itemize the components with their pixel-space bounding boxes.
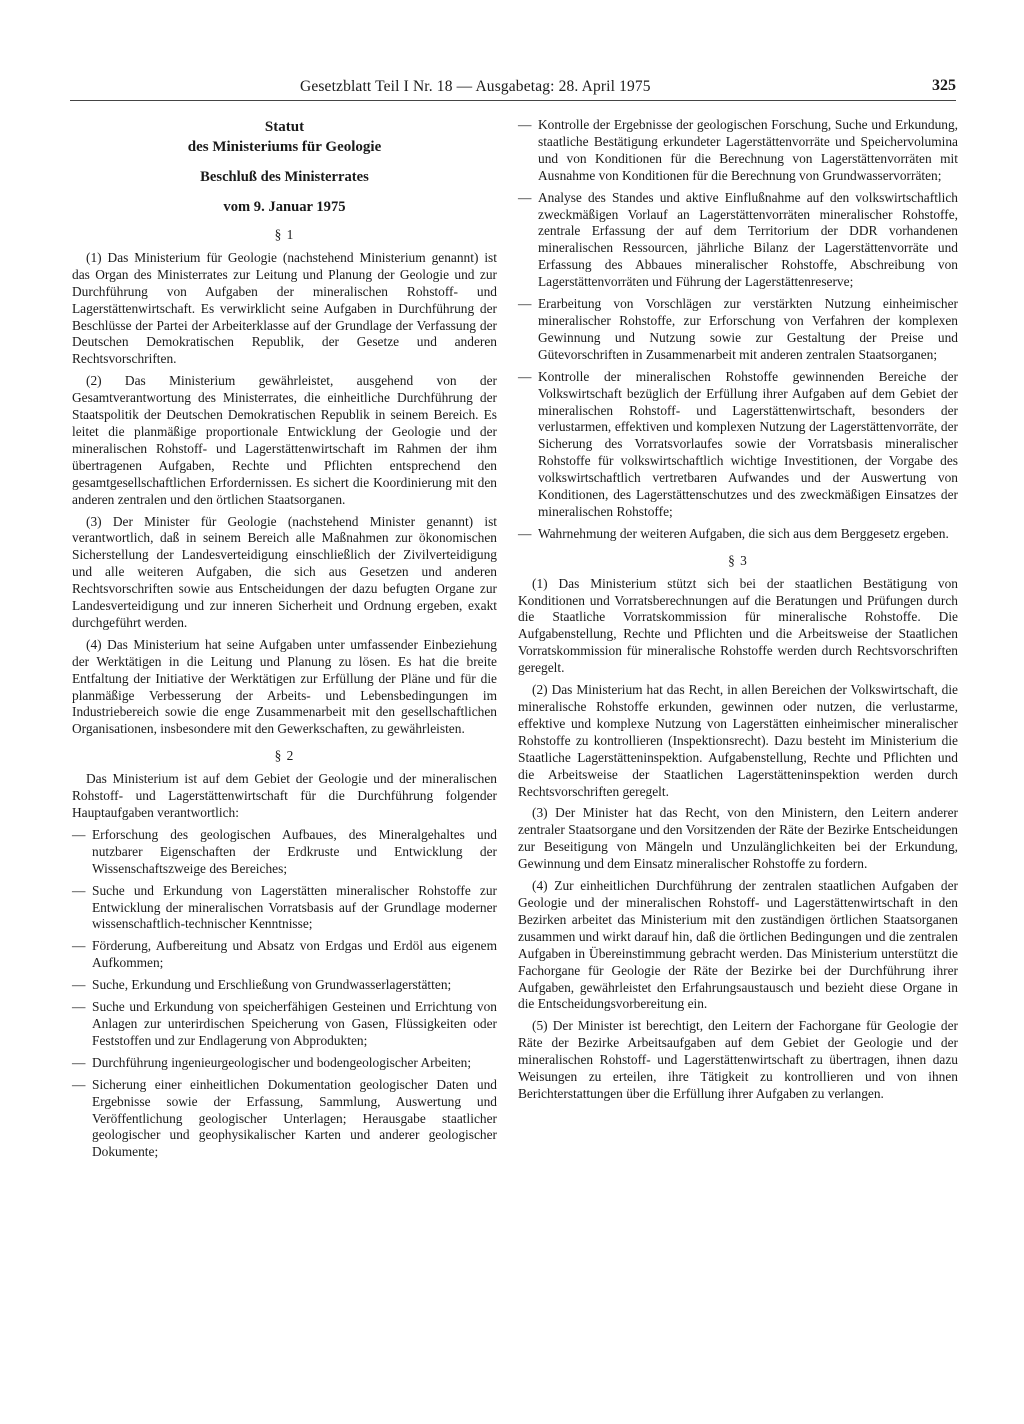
section-3-paragraph: (5) Der Minister ist berechtigt, den Leitern der Fachorgane für Geologie der Räte der Bezirke Arbeitsaufgaben auf dem Gebiet der Geologie und der mineralischen Rohstoff- und Lagerstättenwirtschaft zu übertragen, ihnen dazu Weisungen zu erteilen, ihre Tätigkeit zu kontrollieren und von ihnen Berichterstattungen über die Erfüllung ihrer Aufgaben zu verlangen. <box>518 1018 958 1101</box>
resolution-date: vom 9. Januar 1975 <box>223 199 346 215</box>
section-2-task-list <box>72 827 497 1161</box>
section-1-paragraph: (2) Das Ministerium gewährleistet, ausgehend von der Gesamtverantwortung des Ministerrates, die einheitliche Durchführung der Staatspolitik der Deutschen Demokratischen Republik in seinem Bereich. Es leitet die planmäßige proportionale Entwicklung der Geologie und der mineralischen Rohstoff- und Lagerstättenwirtschaft im Rahmen der ihm übertragenen Aufgaben, Rechte und Pflichten entsprechend den gesamtgesellschaftlichen Erfordernissen. Es sichert die Koordinierung mit den anderen zentralen und den örtlichen Staatsorganen. <box>72 373 497 507</box>
list-item: — Kontrolle der Ergebnisse der geologischen Forschung, Suche und Erkundung, staatliche Bestätigung erkundeter Lagerstättenvorräte und Speichervolumina und von Konditionen für die Berechnung von Lagerstättenvorräten mit Ausnahme von Konditionen für die Berechnung von Grundwasservorräten; <box>518 117 958 185</box>
list-item: — Durchführung ingenieurgeologischer und bodengeologischer Arbeiten; <box>72 1055 497 1072</box>
list-item: — Analyse des Standes und aktive Einflußnahme auf den volkswirtschaftlich zweckmäßigen Vorlauf an Lagerstättenvorräten mineralischer Rohstoffe, zentrale Erfassung der auf dem Territorium der DDR vorhandenen mineralischen Ressourcen, jährliche Bilanz der Lagerstättenvorräte und Erfassung des Abbaues mineralischer Rohstoffe, Abschreibung von Lagerstättenvorräten und Führung der Lagerstättenreserve; <box>518 190 958 291</box>
list-item: — Erforschung des geologischen Aufbaues, des Mineralgehaltes und nutzbarer Eigenschaften der Erdkruste und Entwicklung der Wissenschaftszweige des Bereiches; <box>72 827 497 878</box>
right-column <box>518 117 958 1108</box>
section-3-heading: § 3 <box>728 552 748 568</box>
list-item: — Wahrnehmung der weiteren Aufgaben, die sich aus dem Berggesetz ergeben. <box>518 526 958 543</box>
section-2-intro: Das Ministerium ist auf dem Gebiet der Geologie und der mineralischen Rohstoff- und Lagerstättenwirtschaft für die Durchführung folgender Hauptaufgaben verantwortlich: <box>72 771 497 820</box>
section-1-paragraph: (4) Das Ministerium hat seine Aufgaben unter umfassender Einbeziehung der Werktätigen in die Leitung und Planung zu lösen. Es hat die breite Entfaltung der Initiative der Werktätigen zur Erfüllung der Pläne und für die planmäßige Verbesserung der Arbeits- und Lebensbedingungen im Industriebereich sowie die enge Zusammenarbeit mit den gesellschaftlichen Organisationen, insbesondere mit den Gewerkschaften, zu gewährleisten. <box>72 636 497 737</box>
section-2-task-list-continued <box>518 117 958 543</box>
section-3-paragraph: (4) Zur einheitlichen Durchführung der zentralen staatlichen Aufgaben der Geologie und der mineralischen Rohstoff- und Lagerstättenwirtschaft in den Bezirken arbeitet das Ministerium mit den zuständigen örtlichen Staatsorganen zusammen und wirkt darauf hin, daß die örtlichen Bedingungen und die zentralen Aufgaben in Übereinstimmung gebracht werden. Das Ministerium unterstützt die Fachorgane für Geologie der Räte der Bezirke bei der Durchführung ihrer Aufgaben, gewährleistet den Erfahrungsaustausch und bezieht diese Organe in die Entscheidungsvorbereitung ein. <box>518 878 958 1012</box>
statute-title-line-2: des Ministeriums für Geologie <box>187 139 382 155</box>
list-item: — Suche und Erkundung von Lagerstätten mineralischer Rohstoffe zur Entwicklung der mineralischen Vorratsbasis auf der Grundlage moderner wissenschaftlich-technischer Kenntnisse; <box>72 883 497 934</box>
statute-title-line-1: Statut <box>264 119 305 135</box>
section-3-paragraph: (3) Der Minister hat das Recht, von den Ministern, den Leitern anderer zentraler Staatsorgane und den Vorsitzenden der Räte der Bezirke Entscheidungen zur Beseitigung von Mängeln und Unzulänglichkeiten bei der Erkundung, Gewinnung und dem Einsatz mineralischer Rohstoffe zu fordern. <box>518 805 958 872</box>
list-item: — Erarbeitung von Vorschlägen zur verstärkten Nutzung einheimischer mineralischer Rohstoffe, zur Erforschung von Verfahren der komplexen Gewinnung und Nutzung sowie zur Gestaltung der Preise und Gütevorschriften in Zusammenarbeit mit anderen zentralen Staatsorganen; <box>518 296 958 364</box>
list-item: — Förderung, Aufbereitung und Absatz von Erdgas und Erdöl aus eigenem Aufkommen; <box>72 938 497 972</box>
section-1-heading: § 1 <box>274 227 295 242</box>
resolution-subtitle: Beschluß des Ministerrates <box>200 169 369 185</box>
section-3-paragraph: (1) Das Ministerium stützt sich bei der staatlichen Bestätigung von Konditionen und Vorratsberechnungen auf die Beratungen und Prüfungen durch die Staatliche Vorratskommission für mineralische Rohstoffe. Die Aufgabenstellung, Rechte und Pflichten und die Arbeitsweise der Staatlichen Vorratskommission für mineralische Rohstoffe werden durch Rechtsvorschriften geregelt. <box>518 575 958 676</box>
page-number: 325 <box>932 77 956 94</box>
list-item: — Kontrolle der mineralischen Rohstoffe gewinnenden Bereiche der Volkswirtschaft bezüglich der Erfüllung ihrer Aufgaben auf dem Gebiet der mineralischen Rohstoff- und Lagerstättenwirtschaft, besonders der verlustarmen, effektiven und komplexen Nutzung der Lagerstättenvorräte, der Sicherung des Vorratsvorlaufes sowie der Vorratsbasis mineralischer Rohstoffe für volkswirtschaftlich wichtige Investitionen, der Vorgabe des volkswirtschaftlich vertretbaren Aufwandes und der Auswertung von Konditionen, des Lagerstättenschutzes und des zweckmäßigen Einsatzes der mineralischen Rohstoffe; <box>518 369 958 521</box>
left-column <box>72 117 497 1166</box>
page-header <box>70 78 956 101</box>
section-1-paragraph: (3) Der Minister für Geologie (nachstehend Minister genannt) ist verantwortlich, daß in seinem Bereich alle Maßnahmen zur ökonomischen Sicherstellung der Landesverteidigung einschließlich der Zivilverteidigung und alle weiteren Aufgaben, die sich aus Gesetzen und anderen Rechtsvorschriften sowie aus Entscheidungen der dazu befugten Organe zur Landesverteidigung und zur inneren Sicherheit und Ordnung ergeben, exakt durchgeführt werden. <box>72 513 497 630</box>
section-1-paragraph: (1) Das Ministerium für Geologie (nachstehend Ministerium genannt) ist das Organ des Ministerrates zur Leitung und Planung der Geologie und zur Durchführung von Aufgaben der mineralischen Rohstoff- und Lagerstättenwirtschaft. Es verwirklicht seine Aufgaben in Durchführung der Beschlüsse der Partei der Arbeiterklasse auf der Grundlage der Verfassung der Deutschen Demokratischen Republik, der Gesetze und anderen Rechtsvorschriften. <box>72 249 497 367</box>
header-title: Gesetzblatt Teil I Nr. 18 — Ausgabetag: 28. April 1975 <box>300 78 651 95</box>
list-item: — Sicherung einer einheitlichen Dokumentation geologischer Daten und Ergebnisse sowie der Erfassung, Sammlung, Auswertung und Veröffentlichung geologischer Unterlagen; Herausgabe staatlicher geologischer und geophysikalischer Karten und anderer geologischer Dokumente; <box>72 1077 497 1162</box>
section-3-paragraph: (2) Das Ministerium hat das Recht, in allen Bereichen der Volkswirtschaft, die mineralische Rohstoffe erkunden, gewinnen oder nutzen, die verlustarme, effektive und komplexe Nutzung von Lagerstätten einheimischer mineralischer Rohstoffe zu kontrollieren (Inspektionsrecht). Dazu besteht im Ministerium die Staatliche Lagerstätteninspektion. Aufgabenstellung, Rechte und Pflichten und die Arbeitsweise der Staatlichen Lagerstätteninspektion werden durch Rechtsvorschriften geregelt. <box>518 682 958 799</box>
section-2-heading: § 2 <box>274 748 295 764</box>
list-item: — Suche, Erkundung und Erschließung von Grundwasserlagerstätten; <box>72 977 497 994</box>
list-item: — Suche und Erkundung von speicherfähigen Gesteinen und Errichtung von Anlagen zur unterirdischen Speicherung von Gasen, Flüssigkeiten oder Feststoffen und zur Endlagerung von Abprodukten; <box>72 999 497 1050</box>
